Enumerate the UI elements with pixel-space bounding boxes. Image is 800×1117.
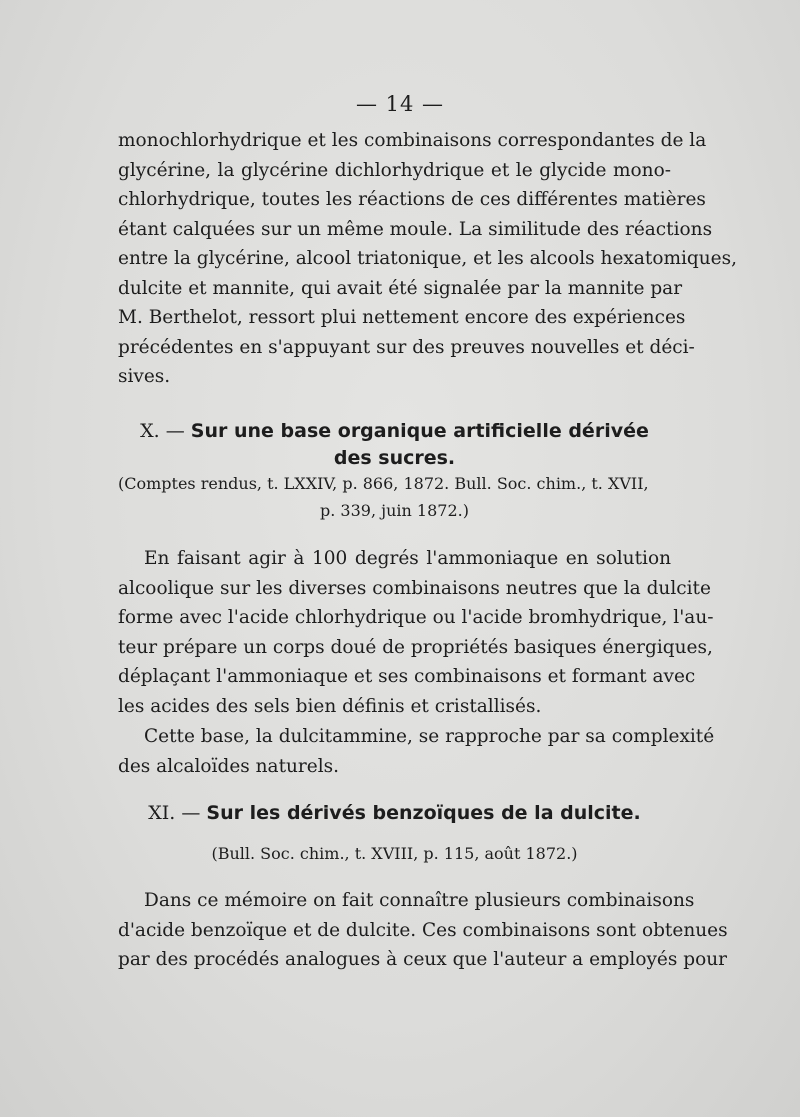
section-xi-heading xyxy=(118,798,671,828)
text-line: sives. xyxy=(118,366,171,387)
text-line: déplaçant l'ammoniaque et ses combinaisons et formant avec xyxy=(118,666,696,687)
section-x-paragraph1 xyxy=(118,544,714,721)
section-xi-paragraph xyxy=(118,886,728,975)
section-x-number: X. — xyxy=(140,420,185,442)
section-x-title-line1: Sur une base organique artificielle dérivée xyxy=(190,420,649,442)
text-line: En faisant agir à 100 degrés l'ammoniaque en solution xyxy=(144,548,671,569)
text-line: Dans ce mémoire on fait connaître plusieurs combinaisons xyxy=(144,890,695,911)
section-x-reference xyxy=(118,470,671,524)
reference-line: (Comptes rendus, t. LXXIV, p. 866, 1872. Bull. Soc. chim., t. XVII, xyxy=(118,474,649,493)
text-line: forme avec l'acide chlorhydrique ou l'acide bromhydrique, l'au- xyxy=(118,607,714,628)
text-line: des alcaloïdes naturels. xyxy=(118,755,340,777)
text-line: dulcite et mannite, qui avait été signalée par la mannite par xyxy=(118,277,683,299)
reference-line: p. 339, juin 1872.) xyxy=(320,501,469,520)
text-line: d'acide benzoïque et de dulcite. Ces combinaisons sont obtenues xyxy=(118,919,728,941)
section-xi-title: Sur les dérivés benzoïques de la dulcite. xyxy=(206,802,641,824)
text-line: glycérine, la glycérine dichlorhydrique et le glycide mono- xyxy=(118,159,671,181)
text-line: teur prépare un corps doué de propriétés basiques énergiques, xyxy=(118,636,713,658)
text-line: alcoolique sur les diverses combinaisons neutres que la dulcite xyxy=(118,577,711,599)
text-line: les acides des sels bien définis et cristallisés. xyxy=(118,695,542,717)
section-xi-number: XI. — xyxy=(148,802,201,824)
text-line: par des procédés analogues à ceux que l'auteur a employés pour xyxy=(118,949,727,970)
text-line: M. Berthelot, ressort plui nettement encore des expériences xyxy=(118,307,686,328)
page-number: — 14 — xyxy=(355,92,445,116)
section-xi-reference xyxy=(118,840,671,867)
section-x-paragraph2 xyxy=(118,722,715,781)
text-line: précédentes en s'appuyant sur des preuves nouvelles et déci- xyxy=(118,336,695,358)
section-x-title-line2: des sucres. xyxy=(333,447,456,469)
section-x-heading xyxy=(118,418,671,472)
text-line: Cette base, la dulcitammine, se rapproche par sa complexité xyxy=(144,726,715,747)
text-line: entre la glycérine, alcool triatonique, et les alcools hexatomiques, xyxy=(118,248,737,269)
reference-line: (Bull. Soc. chim., t. XVIII, p. 115, août 1872.) xyxy=(211,844,578,863)
text-line: monochlorhydrique et les combinaisons correspondantes de la xyxy=(118,130,707,151)
intro-paragraph xyxy=(118,126,737,392)
text-line: étant calquées sur un même moule. La similitude des réactions xyxy=(118,218,713,240)
text-line: chlorhydrique, toutes les réactions de ces différentes matières xyxy=(118,189,706,210)
